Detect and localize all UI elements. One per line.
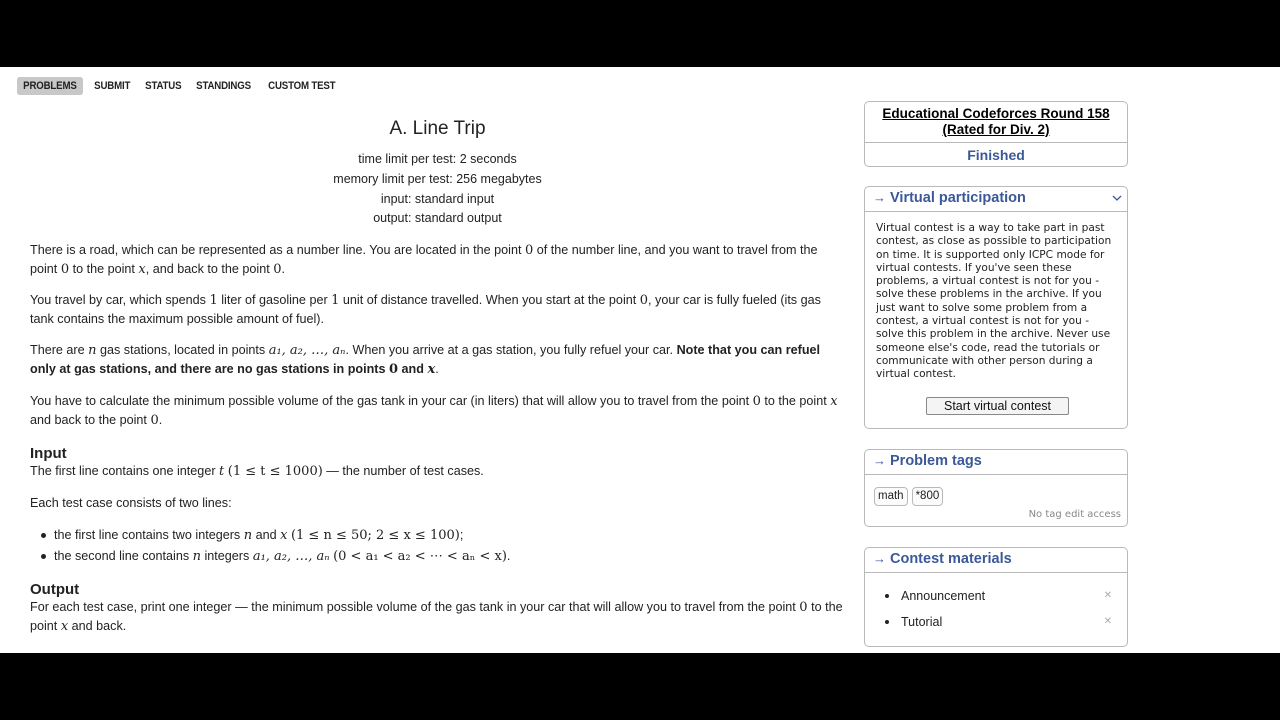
tags-list xyxy=(865,475,1127,506)
contest-materials-box xyxy=(864,547,1128,647)
virtual-participation-box xyxy=(864,186,1128,429)
input-paragraph-1: The first line contains one integer t (1 ≤ t ≤ 1000) — the number of test cases. xyxy=(30,464,484,479)
tag-edit-note: No tag edit access xyxy=(1028,509,1121,520)
material-announcement-link[interactable]: Announcement xyxy=(901,589,986,603)
nav-custom-test[interactable]: CUSTOM TEST xyxy=(268,80,336,92)
virtual-participation-title: Virtual participation xyxy=(890,190,1026,206)
problem-tags-box xyxy=(864,449,1128,527)
output-section-title: Output xyxy=(30,581,80,598)
virtual-participation-header[interactable] xyxy=(865,187,1127,212)
contest-name-link[interactable]: Educational Codeforces Round 158 (Rated for Div. 2) xyxy=(882,106,1110,137)
statement-paragraph-1: There is a road, which can be represented as a number line. You are located in the point 0 of the number line, and you want to travel from the point 0 to the point x, and back to the point 0. xyxy=(30,243,818,277)
list-item xyxy=(865,583,1127,609)
list-item: the first line contains two integers n and x (1 ≤ n ≤ 50; 2 ≤ x ≤ 100); xyxy=(30,525,845,546)
tag-math[interactable]: math xyxy=(874,487,908,506)
arrow-right-icon: → xyxy=(873,190,886,205)
virtual-participation-text: Virtual contest is a way to take part in past contest, as close as possible to participation on time. It is supported only ICPC mode for virtual contests. If you've seen these problems, a virtual contest is not for you - solve these problems in the archive. If you just want to solve some problem from a contest, a virtual contest is not for you - solve this problem in the archive. Never use someone else's code, read the tutorials or communicate with other person during a virtual contest. xyxy=(876,222,1112,381)
output-file: output: standard output xyxy=(373,211,502,225)
contest-status: Finished xyxy=(865,142,1127,168)
nav-standings[interactable]: STANDINGS xyxy=(196,80,251,92)
list-item xyxy=(865,609,1127,635)
problem-tags-title: Problem tags xyxy=(890,453,982,469)
close-icon[interactable]: ✕ xyxy=(1103,590,1112,601)
materials-list xyxy=(865,573,1127,635)
nav-status[interactable]: STATUS xyxy=(144,80,182,92)
contest-info-box xyxy=(864,101,1128,167)
list-item: the second line contains n integers a₁, a₂, …, aₙ (0 < a₁ < a₂ < ⋯ < aₙ < x). xyxy=(30,546,845,567)
problem-tags-header xyxy=(865,450,1127,475)
tag-difficulty[interactable]: *800 xyxy=(912,487,944,506)
memory-limit: memory limit per test: 256 megabytes xyxy=(333,172,542,186)
close-icon[interactable]: ✕ xyxy=(1103,616,1112,627)
arrow-right-icon: → xyxy=(873,551,886,566)
nav-submit[interactable]: SUBMIT xyxy=(93,80,130,92)
statement-paragraph-4: You have to calculate the minimum possible volume of the gas tank in your car (in liters) that will allow you to travel from the point 0 to the point x and back to the point 0. xyxy=(30,394,838,428)
input-bullets xyxy=(30,525,845,567)
material-tutorial-link[interactable]: Tutorial xyxy=(901,615,943,629)
start-virtual-contest-button[interactable]: Start virtual contest xyxy=(926,397,1069,415)
output-paragraph: For each test case, print one integer — the minimum possible volume of the gas tank in your car that will allow you to travel from the point 0 to the point x and back. xyxy=(30,600,843,634)
input-section-title: Input xyxy=(30,445,67,462)
problem-title: A. Line Trip xyxy=(389,118,486,139)
statement-paragraph-3: There are n gas stations, located in points a₁, a₂, …, aₙ. When you arrive at a gas station, you fully refuel your car. Note that you can refuel only at gas stations, and there are no gas stations in points 0 and x. xyxy=(30,343,821,377)
chevron-down-icon[interactable] xyxy=(1112,193,1122,203)
page-viewport xyxy=(0,67,1280,653)
input-file: input: standard input xyxy=(380,192,495,206)
arrow-right-icon: → xyxy=(873,453,886,468)
statement-paragraph-2: You travel by car, which spends 1 liter of gasoline per 1 unit of distance travelled. When you start at the point 0, your car is fully fueled (its gas tank contains the maximum possible amount of fuel). xyxy=(30,293,821,326)
time-limit: time limit per test: 2 seconds xyxy=(358,152,517,166)
second-level-menu xyxy=(17,76,349,96)
contest-materials-title: Contest materials xyxy=(890,551,1012,567)
contest-materials-header xyxy=(865,548,1127,573)
nav-problems[interactable]: PROBLEMS xyxy=(17,77,83,95)
input-paragraph-2: Each test case consists of two lines: xyxy=(30,496,232,510)
